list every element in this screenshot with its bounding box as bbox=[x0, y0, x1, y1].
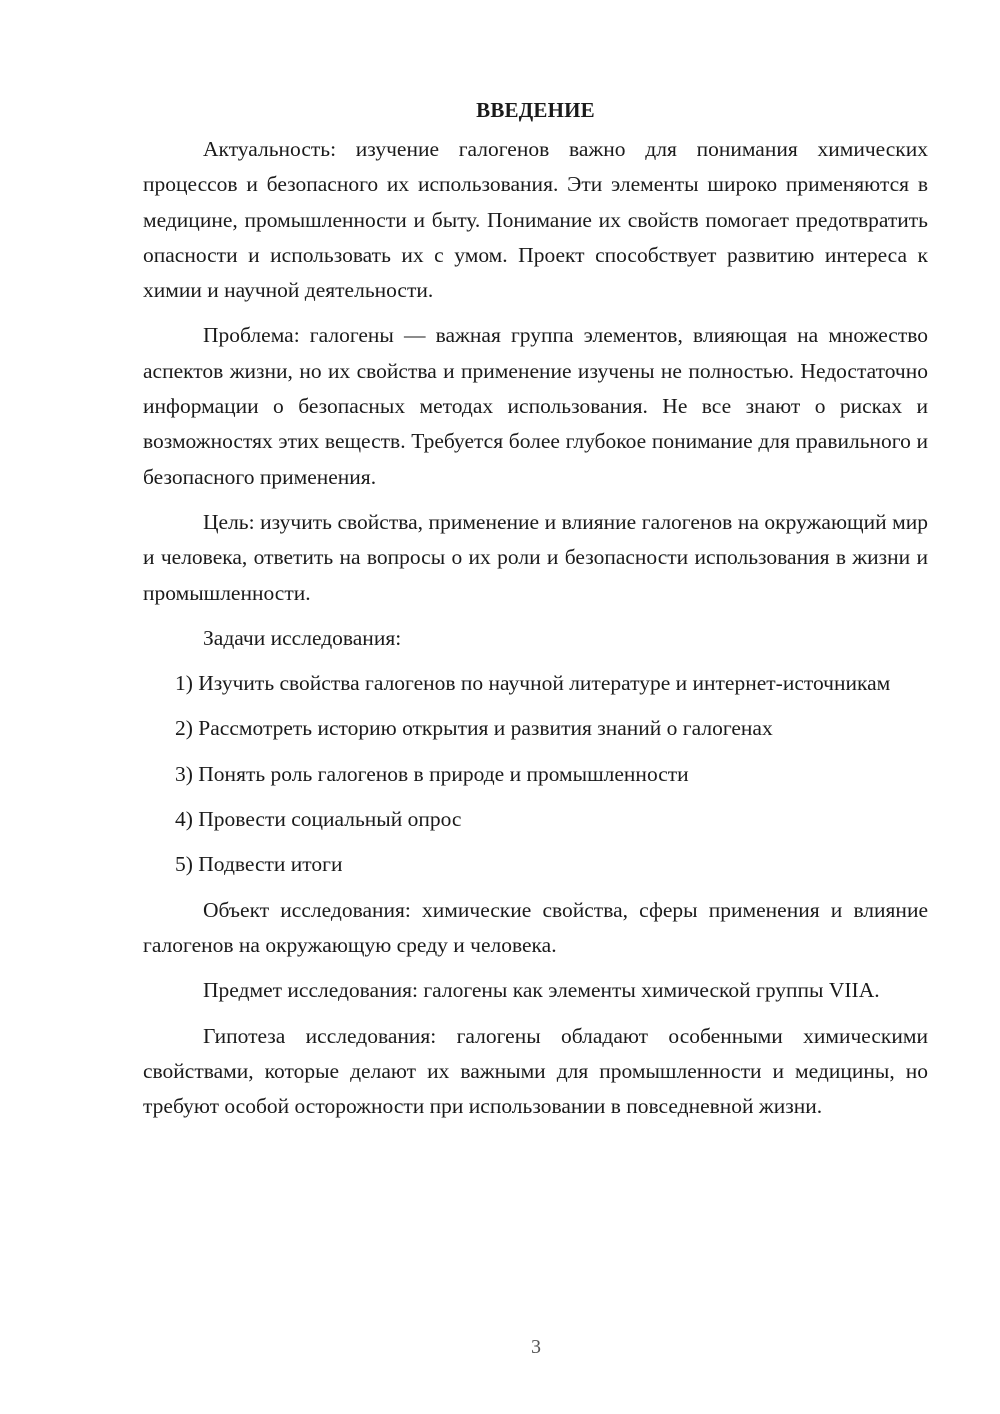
task-item: 1) Изучить свойства галогенов по научной литературе и интернет-источникам bbox=[175, 671, 891, 696]
object-paragraph: Объект исследования: химические свойства, сферы применения и влияние галогенов на окружающую среду и человека. bbox=[143, 897, 928, 957]
task-item: 2) Рассмотреть историю открытия и развития знаний о галогенах bbox=[175, 716, 773, 741]
page-number: 3 bbox=[531, 1336, 541, 1358]
tasks-list bbox=[143, 666, 928, 882]
task-item: 5) Подвести итоги bbox=[175, 852, 343, 877]
task-item: 4) Провести социальный опрос bbox=[175, 807, 462, 832]
task-item: 3) Понять роль галогенов в природе и промышленности bbox=[175, 761, 689, 786]
tasks-heading: Задачи исследования: bbox=[203, 625, 402, 650]
hypothesis-paragraph: Гипотеза исследования: галогены обладают особенными химическими свойствами, которые делают их важными для промышленности и медицины, но требуют особой осторожности при использовании в повседневной жизни. bbox=[143, 1023, 928, 1119]
subject-paragraph: Предмет исследования: галогены как элементы химической группы VIIA. bbox=[203, 978, 880, 1003]
page-content bbox=[143, 95, 928, 1134]
goal-paragraph: Цель: изучить свойства, применение и влияние галогенов на окружающий мир и человека, ответить на вопросы о их роли и безопасности использования в жизни и промышленности. bbox=[143, 509, 928, 605]
problem-paragraph: Проблема: галогены — важная группа элементов, влияющая на множество аспектов жизни, но их свойства и применение изучены не полностью. Недостаточно информации о безопасных методах использования. Не все знают о рисках и возможностях этих веществ. Требуется более глубокое понимание для правильного и безопасного применения. bbox=[143, 323, 928, 489]
relevance-paragraph: Актуальность: изучение галогенов важно для понимания химических процессов и безопасного их использования. Эти элементы широко применяются в медицине, промышленности и быту. Понимание их свойств помогает предотвратить опасности и использовать их с умом. Проект способствует развитию интереса к химии и научной деятельности. bbox=[143, 137, 928, 303]
page-title: ВВЕДЕНИЕ bbox=[476, 98, 595, 122]
